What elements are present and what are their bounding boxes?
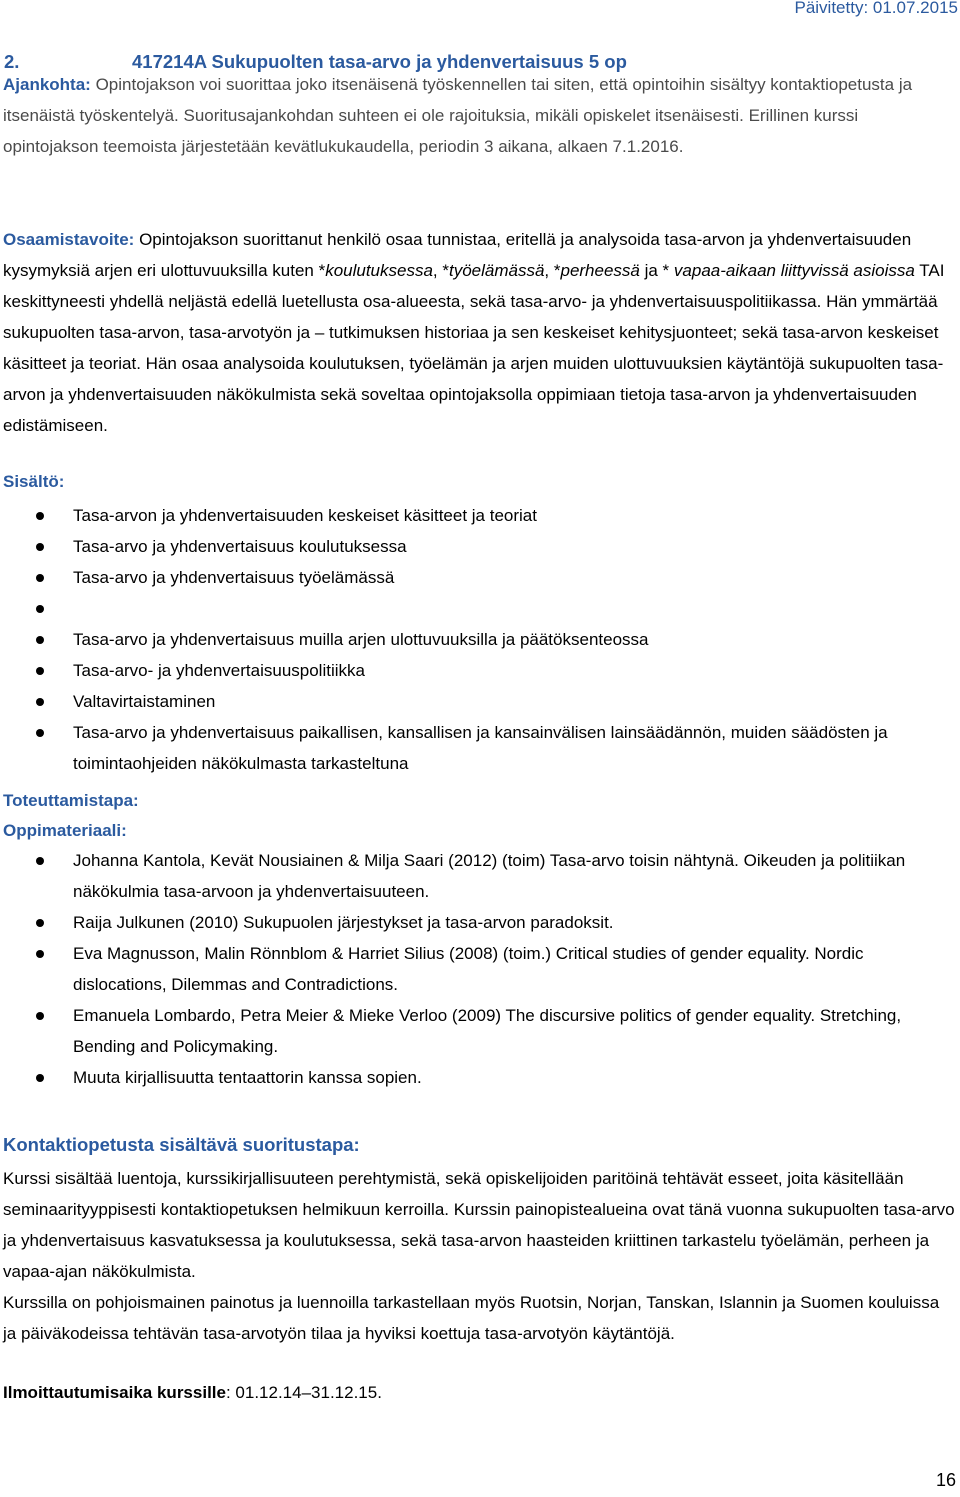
kontakti-paragraph-1: Kurssi sisältää luentoja, kurssikirjallisuuteen perehtymistä, sekä opiskelijoiden paritöinä tehtävät esseet, joita käsitellään seminaarityyppisesti kontaktiopetuksen helmikuun kerroilla. Kurssin painopistealueina ovat tänä vuonna sukupuolten tasa-arvo ja yhdenvertaisuus kasvatuksessa ja koulutuksessa, sekä tasa-arvon haasteiden kriittinen tarkastelu työelämän, perheen ja vapaa-ajan näkökulmista. [3,1169,955,1281]
list-item-text: Tasa-arvon ja yhdenvertaisuuden keskeiset käsitteet ja teoriat [73,506,537,525]
bullet-icon [36,605,44,613]
sisalto-list [0,500,920,779]
bullet-icon [36,950,44,958]
list-item-text: Tasa-arvo ja yhdenvertaisuus koulutuksessa [73,537,407,556]
bullet-icon [36,636,44,644]
bullet-icon [36,543,44,551]
osaamistavoite-text: Opintojakson suorittanut henkilö osaa tunnistaa, eritellä ja analysoida tasa-arvon ja yhdenvertaisuuden kysymyksiä arjen eri ulottuvuuksilla kuten * [3,230,912,280]
emphasis-vapaa-aika: vapaa-aikaan liittyvissä asioissa [673,261,915,280]
osaamistavoite-label: Osaamistavoite: [3,230,135,249]
list-item-text: Tasa-arvo ja yhdenvertaisuus muilla arjen ulottuvuuksilla ja päätöksenteossa [73,630,649,649]
ilmoittautumisaika [3,1377,955,1408]
bullet-icon [36,512,44,520]
kontakti-heading: Kontaktiopetusta sisältävä suoritustapa: [3,1134,360,1155]
emphasis-perheessa: perheessä [560,261,640,280]
list-item [0,562,920,593]
list-item [0,907,920,938]
list-item-text: Raija Julkunen (2010) Sukupuolen järjestykset ja tasa-arvon paradoksit. [73,913,614,932]
ajankohta-label: Ajankohta: [3,75,91,94]
oppimateriaali-list [0,845,920,1093]
list-item [0,845,920,907]
list-item [0,655,920,686]
course-number: 2. [4,51,20,72]
bullet-icon [36,1074,44,1082]
list-item-text: Tasa-arvo ja yhdenvertaisuus paikallisen, kansallisen ja kansainvälisen lainsäädännön, muiden säädösten ja toimintaohjeiden näkökulmasta tarkasteltuna [73,723,888,773]
osaamistavoite-text: ja * [639,261,674,280]
ilmoittautumisaika-value: : 01.12.14–31.12.15. [225,1383,382,1402]
list-item [0,717,920,779]
updated-date: Päivitetty: 01.07.2015 [794,0,958,17]
osaamistavoite-text: , * [544,261,561,280]
toteuttamistapa-label: Toteuttamistapa: [3,791,139,810]
kontakti-paragraph-2: Kurssilla on pohjoismainen painotus ja luennoilla tarkastellaan myös Ruotsin, Norjan, Tanskan, Islannin ja Suomen kouluissa ja päiväkodeissa tehtävän tasa-arvotyön tilaa ja hyviksi koettuja tasa-arvotyön käytäntöjä. [3,1293,940,1343]
sisalto-label: Sisältö: [3,472,65,491]
emphasis-koulutuksessa: koulutuksessa [325,261,433,280]
list-item [0,500,920,531]
course-title-text: 417214A Sukupuolten tasa-arvo ja yhdenvertaisuus 5 op [132,51,627,72]
list-item [0,593,920,624]
list-item-text: Tasa-arvo- ja yhdenvertaisuuspolitiikka [73,661,365,680]
bullet-icon [36,698,44,706]
bullet-icon [36,667,44,675]
bullet-icon [36,857,44,865]
list-item [0,938,920,1000]
list-item-text: Valtavirtaistaminen [73,692,216,711]
list-item-text: Muuta kirjallisuutta tentaattorin kanssa sopien. [73,1068,422,1087]
list-item [0,1062,920,1093]
list-item-text: Eva Magnusson, Malin Rönnblom & Harriet Silius (2008) (toim.) Critical studies of gender equality. Nordic dislocations, Dilemmas and Contradictions. [73,944,864,994]
list-item [0,1000,920,1062]
list-item [0,531,920,562]
list-item-text: Johanna Kantola, Kevät Nousiainen & Milja Saari (2012) (toim) Tasa-arvo toisin nähtynä. Oikeuden ja politiikan näkökulmia tasa-arvoon ja yhdenvertaisuuteen. [73,851,906,901]
page-number: 16 [935,1470,956,1490]
bullet-icon [36,1012,44,1020]
emphasis-tyoelamassa: työelämässä [448,261,545,280]
ajankohta-text: Opintojakson voi suorittaa joko itsenäisenä työskennellen tai siten, että opintoihin sisältyy kontaktiopetusta ja itsenäistä työskentelyä. Suoritusajankohdan suhteen ei ole rajoituksia, mikäli opiskelet itsenäisesti. Erillinen kurssi opintojakson teemoista järjestetään kevätlukukaudella, periodin 3 aikana, alkaen 7.1.2016. [3,75,913,156]
bullet-icon [36,574,44,582]
ajankohta-paragraph [3,69,955,162]
osaamistavoite-text: TAI keskittyneesti yhdellä neljästä edellä luetellusta osa-alueesta, sekä tasa-arvo- ja yhdenvertaisuuspolitiikassa. Hän ymmärtää sukupuolten tasa-arvon, tasa-arvotyön ja – tutkimuksen historiaa ja sen keskeiset kehitysjuonteet; sekä tasa-arvon keskeiset käsitteet ja teoriat. Hän osaa analysoida koulutuksen, työelämän ja arjen muiden ulottuvuuksien käytäntöjä sukupuolten tasa-arvon ja yhdenvertaisuuden näkökulmista sekä soveltaa opintojaksolla oppimiaan tietoja tasa-arvon ja yhdenvertaisuuden edistämiseen. [3,261,945,435]
osaamistavoite-paragraph [3,224,955,441]
list-item [0,686,920,717]
ilmoittautumisaika-label: Ilmoittautumisaika kurssille [3,1383,226,1402]
oppimateriaali-label: Oppimateriaali: [3,821,127,840]
bullet-icon [36,919,44,927]
list-item-text: Emanuela Lombardo, Petra Meier & Mieke Verloo (2009) The discursive politics of gender equality. Stretching, Bending and Policymaking. [73,1006,902,1056]
list-item-text: Tasa-arvo ja yhdenvertaisuus työelämässä [73,568,395,587]
list-item [0,624,920,655]
bullet-icon [36,729,44,737]
osaamistavoite-text: , * [432,261,449,280]
